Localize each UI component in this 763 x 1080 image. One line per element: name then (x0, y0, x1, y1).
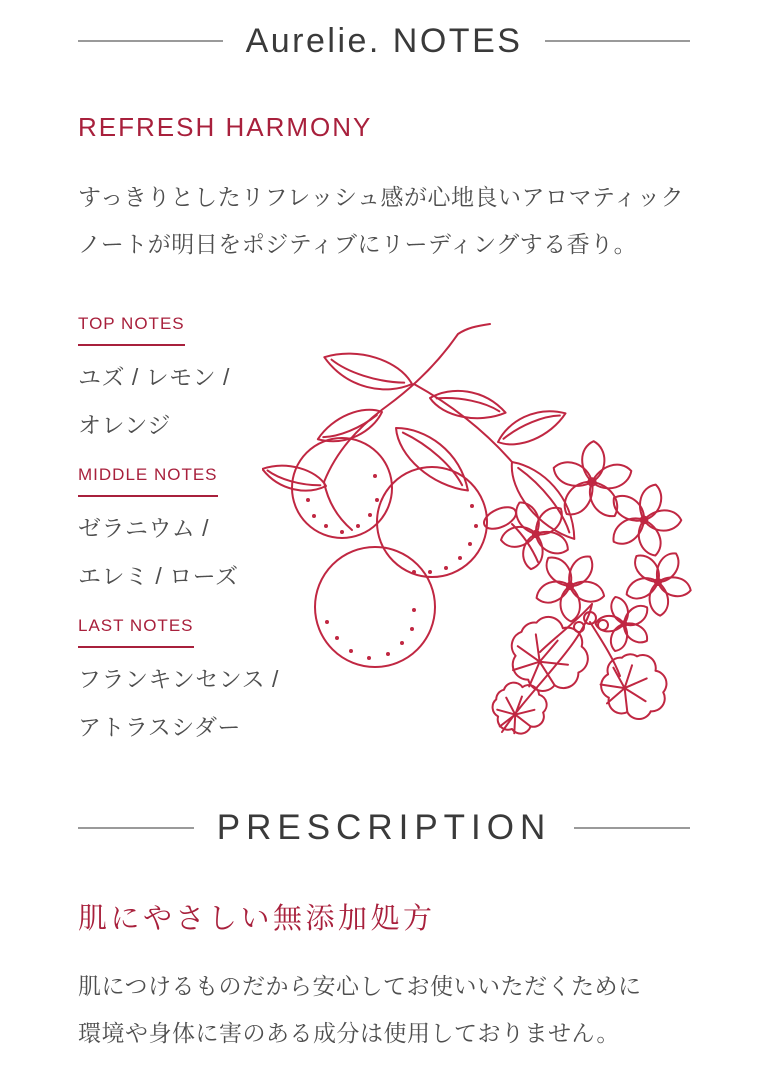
fragrance-description-line-1: すっきりとしたリフレッシュ感が心地良いアロマティック (78, 184, 685, 210)
top-notes-label: TOP NOTES (78, 314, 185, 346)
citrus-fruit-dots (306, 474, 478, 660)
refresh-harmony-heading: REFRESH HARMONY (78, 112, 373, 142)
top-notes-line-2: オレンジ (78, 412, 171, 438)
fragrance-description-line-2: ノートが明日をポジティブにリーディングする香り。 (78, 231, 638, 257)
prescription-title-rule-right (574, 827, 690, 829)
note-group-top (78, 314, 279, 449)
fragrance-description (78, 174, 684, 268)
top-notes-items (78, 353, 279, 449)
last-notes-line-1: フランキンセンス / (78, 666, 279, 692)
prescription-section-title: PRESCRIPTION (216, 808, 552, 847)
additive-free-heading: 肌にやさしい無添加処方 (78, 903, 436, 935)
geranium-flower-illustration (472, 432, 717, 744)
note-group-last (78, 616, 279, 751)
notes-list (78, 314, 279, 767)
middle-notes-label: MIDDLE NOTES (78, 465, 218, 497)
prescription-section-header (78, 806, 690, 850)
notes-title-rule-right (545, 40, 690, 42)
last-notes-items (78, 655, 279, 751)
citrus-stem (324, 324, 490, 482)
notes-section-header (78, 20, 690, 62)
prescription-description (78, 963, 642, 1057)
prescription-line-1: 肌につけるものだから安心してお使いいただくために (78, 973, 642, 999)
prescription-line-2: 環境や身体に害のある成分は使用しておりません。 (78, 1020, 620, 1046)
top-notes-line-1: ユズ / レモン / (78, 364, 230, 390)
citrus-fruit-3 (315, 547, 435, 667)
middle-notes-line-2: エレミ / ローズ (78, 563, 239, 589)
last-notes-label: LAST NOTES (78, 616, 194, 648)
prescription-title-rule-left (78, 827, 194, 829)
notes-section-title: Aurelie. NOTES (245, 21, 523, 60)
citrus-fruit-2 (377, 467, 487, 577)
middle-notes-items (78, 504, 279, 600)
middle-notes-line-1: ゼラニウム / (78, 515, 210, 541)
last-notes-line-2: アトラスシダー (78, 714, 241, 740)
note-group-middle (78, 465, 279, 600)
notes-title-rule-left (78, 40, 223, 42)
